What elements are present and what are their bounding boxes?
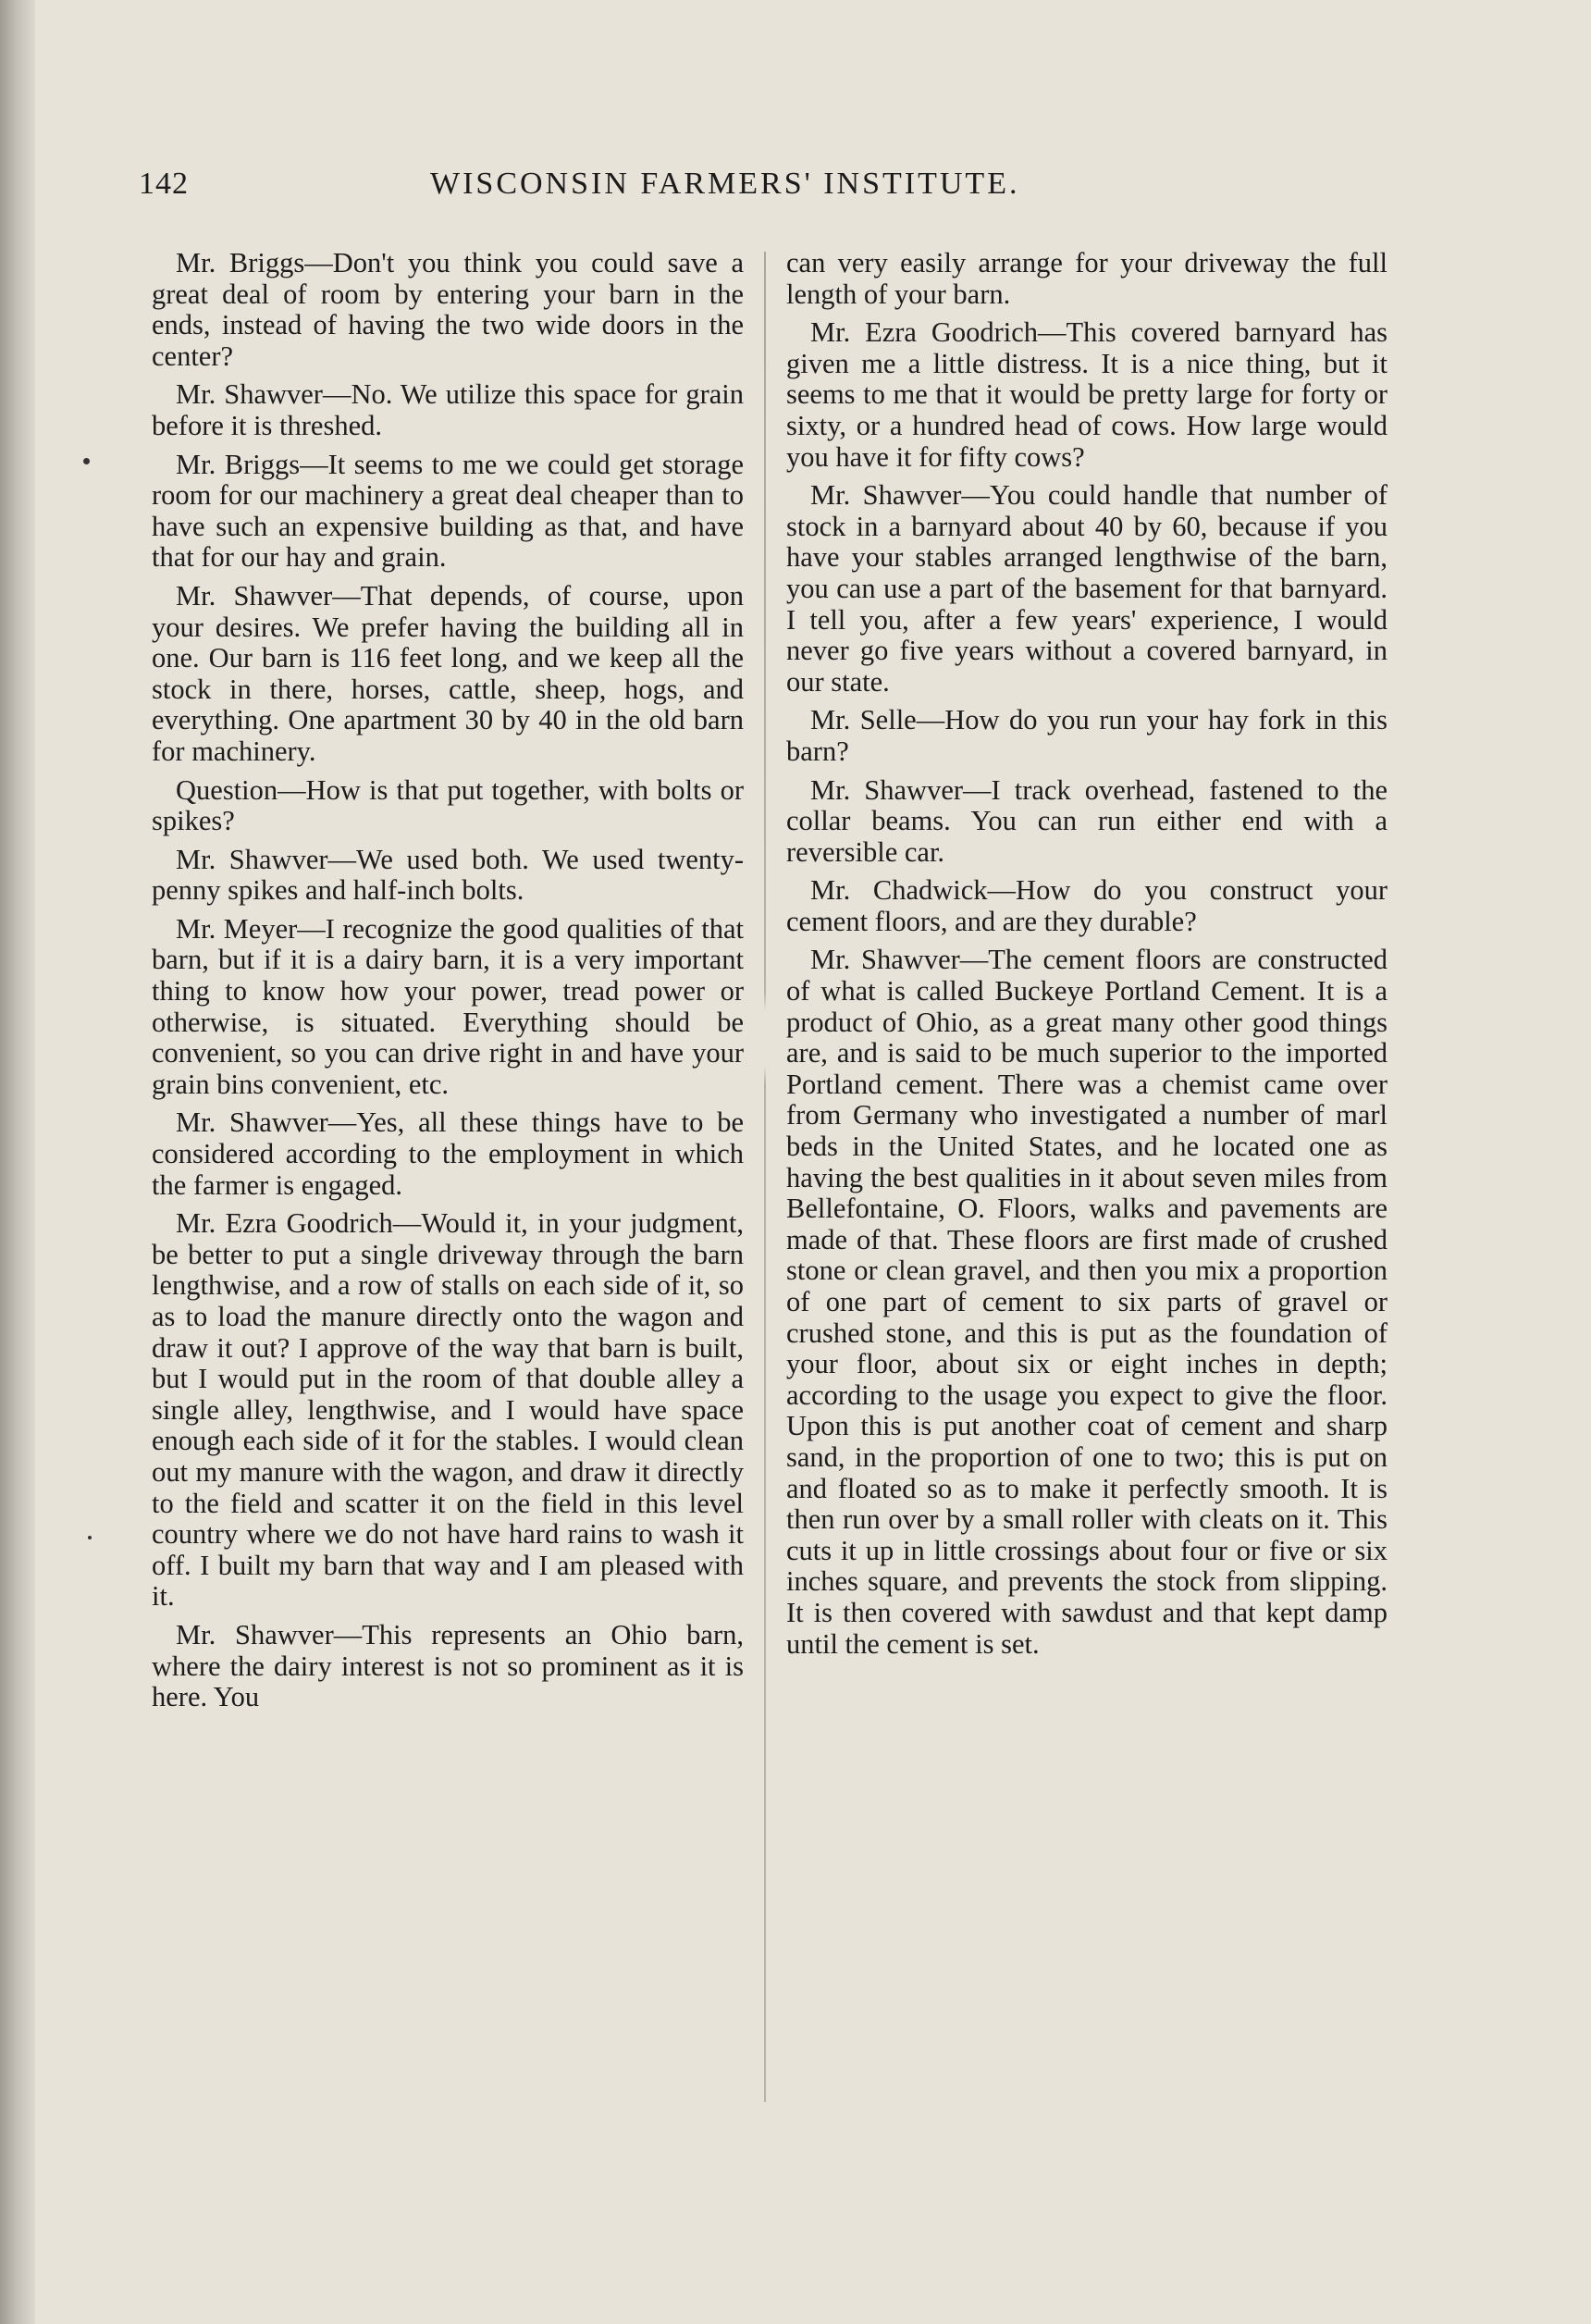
paragraph: Mr. Shawver—Yes, all these things have to be considered according to the employment in which the farmer is engaged. [152, 1106, 744, 1201]
paragraph: Mr. Briggs—It seems to me we could get storage room for our machinery a great deal cheaper than to have such an expensive building as that, and have that for our hay and grain. [152, 448, 744, 574]
left-column [152, 248, 744, 2117]
paragraph: Mr. Briggs—Don't you think you could save a great deal of room by entering your barn in the ends, instead of having the two wide doors in the center? [152, 248, 744, 372]
right-column [786, 248, 1388, 2117]
paragraph: Mr. Chadwick—How do you construct your cement floors, and are they durable? [786, 874, 1388, 937]
paragraph: Mr. Ezra Goodrich—Would it, in your judgment, be better to put a single driveway through the barn lengthwise, and a row of stalls on each side of it, so as to load the manure directly onto the wagon and draw it out? I approve of the way that barn is built, but I would put in the room of that double alley a single alley, lengthwise, and I would have space enough each side of it for the stables. I would clean out my manure with the wagon, and draw it directly to the field and scatter it on the field in this level country where we do not have hard rains to wash it off. I built my barn that way and I am pleased with it. [152, 1207, 744, 1613]
paragraph: Mr. Shawver—No. We utilize this space for grain before it is threshed. [152, 378, 744, 441]
page-number: 142 [139, 167, 189, 201]
binding-shadow [0, 0, 35, 2324]
column-divider [764, 252, 766, 2102]
paragraph: Mr. Shawver—That depends, of course, upon your desires. We prefer having the building all in one. Our barn is 116 feet long, and we keep all the stock in there, horses, cattle, sheep, hogs, and everything. One apartment 30 by 40 in the old barn for machinery. [152, 579, 744, 767]
stray-ink-dot [83, 458, 90, 464]
stray-ink-dot [88, 1536, 92, 1539]
paragraph: Mr. Shawver—I track overhead, fastened to the collar beams. You can run either end with a reversible car. [786, 773, 1388, 868]
paragraph: Mr. Shawver—The cement floors are constructed of what is called Buckeye Portland Cement. It is a product of Ohio, as a great many other good things are, and is said to be much superior to the imported Portland cement. There was a chemist came over from Germany who investigated a number of marl beds in the United States, and he located one as having the best qualities in it about seven miles from Bellefontaine, O. Floors, walks and pavements are made of that. These floors are first made of crushed stone or clean gravel, and then you mix a proportion of one part of cement to six parts of gravel or crushed stone, and this is put as the foundation of your floor, about six or eight inches in depth; according to the usage you expect to give the floor. Upon this is put another coat of cement and sharp sand, in the proportion of one to two; this is put on and floated so as to make it perfectly smooth. It is then run over by a small roller with cleats on it. This cuts it up in little crossings about four or five or six inches square, and prevents the stock from slipping. It is then covered with sawdust and that kept damp until the cement is set. [786, 944, 1388, 1660]
paragraph-continued: can very easily arrange for your driveway the full length of your barn. [786, 248, 1388, 310]
paragraph: Mr. Shawver—We used both. We used twenty-penny spikes and half-inch bolts. [152, 843, 744, 907]
running-title: WISCONSIN FARMERS' INSTITUTE. [430, 167, 1020, 201]
paragraph: Mr. Meyer—I recognize the good qualities of that barn, but if it is a dairy barn, it is a very important thing to know how your power, tread power or otherwise, is situated. Everything should be convenient, so you can drive right in and have your grain bins convenient, etc. [152, 912, 744, 1100]
paragraph: Mr. Shawver—You could handle that number of stock in a barnyard about 40 by 60, because if you have your stables arranged lengthwise of the barn, you can use a part of the basement for that barnyard. I tell you, after a few years' experience, I would never go five years without a covered barnyard, in our state. [786, 479, 1388, 698]
running-head [139, 167, 1064, 213]
paragraph: Mr. Shawver—This represents an Ohio barn, where the dairy interest is not so prominent as it is here. You [152, 1618, 744, 1713]
paragraph: Question—How is that put together, with bolts or spikes? [152, 773, 744, 837]
paragraph: Mr. Ezra Goodrich—This covered barnyard has given me a little distress. It is a nice thing, but it seems to me that it would be pretty large for forty or sixty, or a hundred head of cows. How large would you have it for fifty cows? [786, 316, 1388, 473]
paragraph: Mr. Selle—How do you run your hay fork in this barn? [786, 704, 1388, 767]
